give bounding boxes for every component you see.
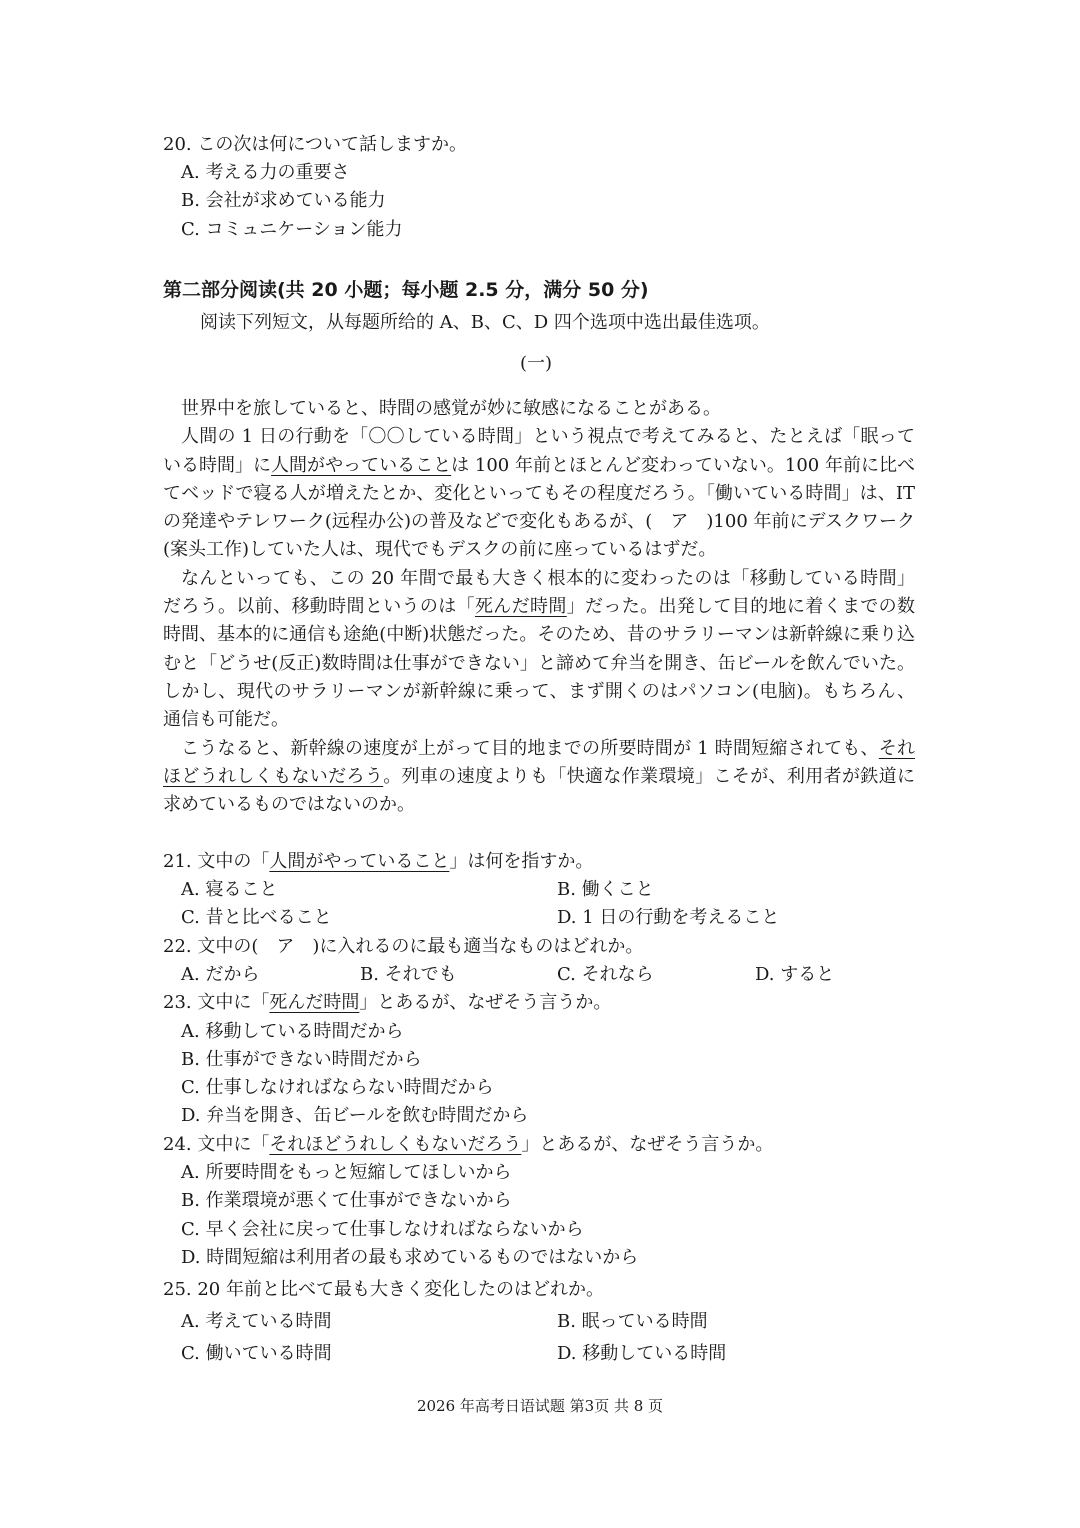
q20-option-c: C. コミュニケーション能力 — [181, 219, 403, 240]
q24-option-b: B. 作業環境が悪くて仕事ができないから — [181, 1190, 512, 1211]
q24-option-c: C. 早く会社に戻って仕事しなければならないから — [181, 1219, 584, 1240]
q20-option-b: B. 会社が求めている能力 — [181, 190, 386, 211]
part-label: (一) — [520, 353, 553, 374]
q24-option-a: A. 所要時間をもっと短縮してほしいから — [181, 1162, 512, 1183]
q23-option-b: B. 仕事ができない時間だから — [181, 1049, 422, 1070]
q20-option-a: A. 考える力の重要さ — [181, 162, 350, 183]
q25-option-c: C. 働いている時間 — [181, 1343, 332, 1364]
section-instruction: 阅读下列短文，从每题所给的 A、B、C、D 四个选项中选出最佳选项。 — [200, 312, 770, 333]
q21-stem: 21. 文中の「人間がやっていること」は何を指すか。 — [163, 851, 594, 872]
passage-paragraph-3: なんといっても、この 20 年間で最も大きく根本的に変わったのは「移動している時間」だろう。以前、移動時間というのは「死んだ時間」だった。出発して目的地に着くまでの数時間、基本的に通信も途絶(中断)状態だった。そのため、昔のサラリーマンは新幹線に乗り込むと「どうせ(反正)数時間は仕事ができない」と諦めて弁当を開き、缶ビールを飲んでいた。しかし、現代のサラリーマンが新幹線に乗って、まず開くのはパソコン(电脑)。もちろん、通信も可能だ。 — [163, 567, 916, 731]
q23-option-d: D. 弁当を開き、缶ビールを飲む時間だから — [181, 1105, 529, 1126]
q22-option-d: D. すると — [755, 964, 835, 985]
q24-stem: 24. 文中に「それほどうれしくもないだろう」とあるが、なぜそう言うか。 — [163, 1134, 774, 1155]
q21-option-a: A. 寝ること — [181, 879, 278, 900]
passage-paragraph-4: こうなると、新幹線の速度が上がって目的地までの所要時間が 1 時間短縮されても、それほどうれしくもないだろう。列車の速度よりも「快適な作業環境」こそが、利用者が鉄道に求めているものではないのか。 — [163, 737, 916, 816]
q22-option-b: B. それでも — [360, 964, 457, 985]
q23-option-a: A. 移動している時間だから — [181, 1021, 404, 1042]
q25-stem: 25. 20 年前と比べて最も大きく変化したのはどれか。 — [163, 1279, 604, 1300]
underlined-phrase-1: 人間がやっていること — [271, 454, 452, 476]
q23-stem: 23. 文中に「死んだ時間」とあるが、なぜそう言うか。 — [163, 992, 612, 1013]
q21-option-b: B. 働くこと — [557, 879, 654, 900]
q20-stem: 20. この次は何について話しますか。 — [163, 134, 467, 155]
q21-option-d: D. 1 日の行動を考えること — [557, 907, 780, 928]
q25-option-b: B. 眠っている時間 — [557, 1311, 708, 1332]
section-title: 第二部分阅读(共 20 小题；每小题 2.5 分，满分 50 分) — [163, 279, 649, 301]
passage-paragraph-2: 人間の 1 日の行動を「〇〇している時間」という視点で考えてみると、たとえば「眠っている時間」に人間がやっていることは 100 年前とほとんど変わっていない。100 年前に比べてベッドで寝る人が増えたとか、変化といってもその程度だろう。「働いている時間」は、IT の発達やテレワーク(远程办公)の普及などで変化もあるが、( ア )100 年前にデスクワーク(案头工作)していた人は、現代でもデスクの前に座っているはずだ。 — [163, 426, 915, 561]
q22-option-c: C. それなら — [557, 964, 654, 985]
q21-option-c: C. 昔と比べること — [181, 907, 332, 928]
q25-option-a: A. 考えている時間 — [181, 1311, 332, 1332]
page-footer: 2026 年高考日语试题 第3页 共 8 页 — [416, 1397, 664, 1415]
q24-option-d: D. 時間短縮は利用者の最も求めているものではないから — [181, 1247, 639, 1268]
underlined-phrase-3: それほどうれしくもないだろう — [163, 737, 915, 787]
reading-passage — [163, 395, 915, 819]
q22-option-a: A. だから — [181, 964, 260, 985]
q25-option-d: D. 移動している時間 — [557, 1343, 727, 1364]
q23-option-c: C. 仕事しなければならない時間だから — [181, 1077, 494, 1098]
passage-paragraph-1: 世界中を旅していると、時間の感覚が妙に敏感になることがある。 — [181, 398, 721, 419]
q22-stem: 22. 文中の( ア )に入れるのに最も適当なものはどれか。 — [163, 936, 644, 957]
underlined-phrase-2: 死んだ時間 — [474, 596, 567, 618]
